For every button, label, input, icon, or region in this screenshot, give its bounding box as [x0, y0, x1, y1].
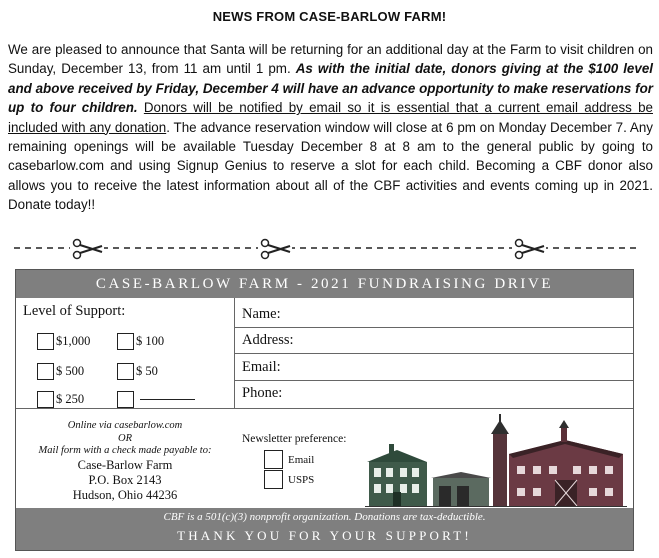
level-1000-checkbox[interactable]: [37, 333, 54, 350]
level-50-option[interactable]: [117, 363, 158, 380]
address-field[interactable]: Address:: [242, 332, 294, 348]
scissors-icon: [258, 238, 292, 260]
level-100-label: $ 100: [136, 334, 165, 348]
or-text: OR: [118, 432, 132, 444]
nonprofit-note: CBF is a 501(c)(3) nonprofit organization. Donations are tax-deductible.: [163, 511, 486, 523]
announcement-text-2: . The advance reservation window will close at 6 pm on Monday December 7. Any remaining openings will be available Tuesday December 8 at 8 am to the general public by going to casebarlow.com and using Signup Genius to reserve a slot for each child. Becoming a CBF donor also allows you to receive the latest information about all of the CBF activities and events coming up in 2021. Donate today!!: [8, 119, 653, 213]
shed-icon: [431, 472, 491, 506]
mail-instructions: [20, 420, 230, 503]
level-250-option[interactable]: [37, 391, 84, 408]
level-500-option[interactable]: [37, 363, 84, 380]
section-divider: [16, 408, 633, 409]
barn-icon: [509, 420, 623, 506]
level-500-label: $ 500: [56, 364, 85, 378]
row-divider: [234, 353, 633, 354]
level-500-checkbox[interactable]: [37, 363, 54, 380]
form-footer: [16, 508, 633, 550]
newsletter-title: Newsletter preference:: [242, 433, 347, 445]
phone-field[interactable]: Phone:: [242, 385, 283, 401]
announcement-text-1: We are pleased to announce that Santa will be returning for an additional day at the Farm to visit children on Sunday, December 13, from 11 am until 1 pm.: [8, 42, 653, 77]
announcement-email-notice: Donors will be notified by email so it is essential that a current email address be included with any donation: [8, 100, 653, 135]
newsletter-email-option[interactable]: [264, 450, 314, 469]
level-other-amount-line[interactable]: [140, 399, 195, 400]
level-50-checkbox[interactable]: [117, 363, 134, 380]
level-other-option[interactable]: [117, 391, 195, 408]
announcement-paragraph: [8, 40, 653, 215]
silo-icon: [491, 414, 509, 506]
announcement-donor-advance: As with the initial date, donors giving at the $100 level and above received by Friday, December 4 will have an advance opportunity to make reservations for up to four children.: [8, 61, 653, 116]
headline: NEWS FROM CASE-BARLOW FARM!: [212, 9, 447, 24]
level-50-label: $ 50: [136, 364, 158, 378]
thank-you-text: THANK YOU FOR YOUR SUPPORT!: [177, 528, 472, 543]
scissors-icon: [70, 238, 104, 260]
email-field[interactable]: Email:: [242, 359, 281, 375]
farmhouse-icon: [367, 444, 427, 506]
level-100-option[interactable]: [117, 333, 164, 350]
level-250-label: $ 250: [56, 392, 85, 406]
row-divider: [234, 327, 633, 328]
level-of-support-title: Level of Support:: [23, 303, 126, 319]
row-divider: [234, 380, 633, 381]
mail-form-text: Mail form with a check made payable to:: [38, 445, 212, 456]
level-250-checkbox[interactable]: [37, 391, 54, 408]
newsletter-usps-label: USPS: [288, 473, 315, 486]
newsletter-email-checkbox[interactable]: [264, 450, 283, 469]
online-donation-text: Online via casebarlow.com: [67, 420, 183, 431]
level-1000-option[interactable]: [37, 333, 90, 350]
donation-form: [15, 269, 634, 551]
scissors-icon: [512, 238, 546, 260]
po-box: P.O. Box 2143: [88, 472, 162, 487]
city-state-zip: Hudson, Ohio 44236: [72, 487, 178, 502]
newsletter-email-label: Email: [288, 453, 315, 466]
org-name: Case-Barlow Farm: [77, 457, 173, 472]
farm-illustration: [365, 414, 627, 508]
name-field[interactable]: Name:: [242, 306, 281, 322]
form-header: CASE-BARLOW FARM - 2021 FUNDRAISING DRIVE: [16, 270, 633, 298]
level-other-checkbox[interactable]: [117, 391, 134, 408]
cut-line: [14, 236, 638, 260]
newsletter-usps-checkbox[interactable]: [264, 470, 283, 489]
level-100-checkbox[interactable]: [117, 333, 134, 350]
newsletter-usps-option[interactable]: [264, 470, 314, 489]
level-1000-label: $1,000: [56, 334, 91, 348]
